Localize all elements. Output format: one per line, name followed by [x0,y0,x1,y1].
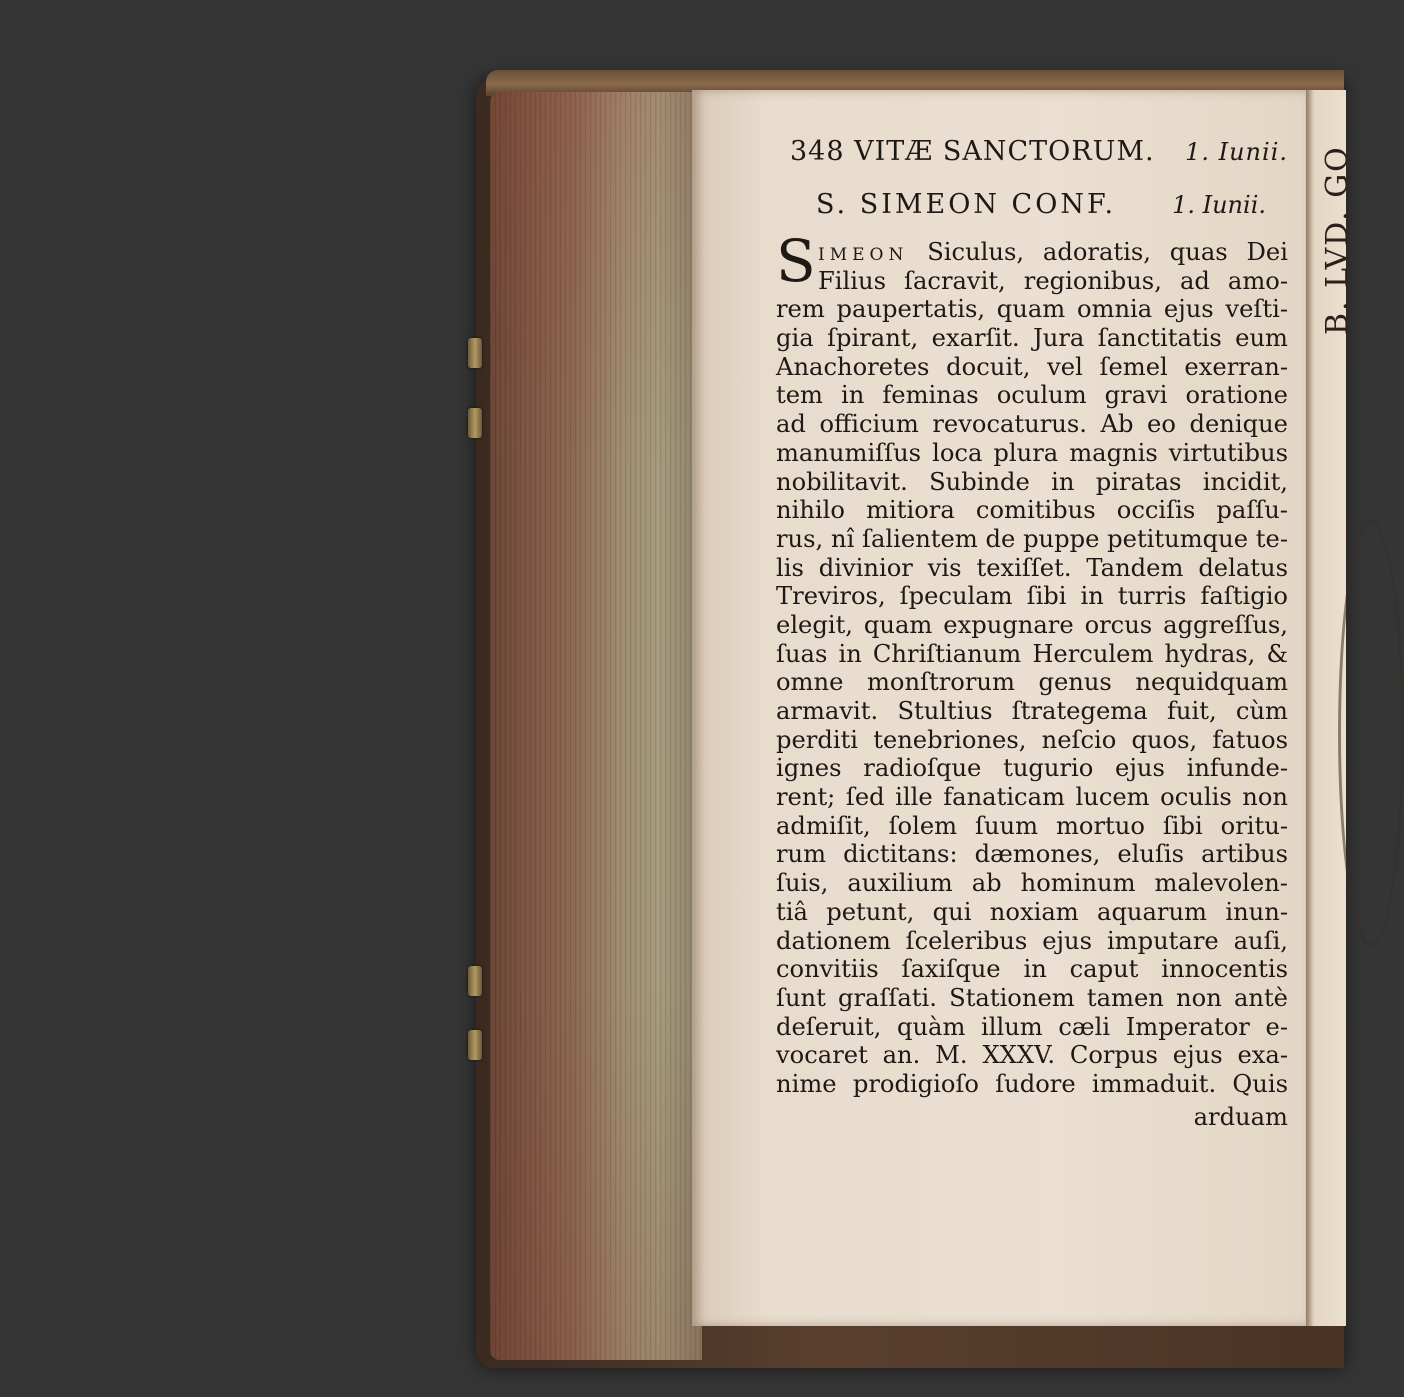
opening-smallcaps: IMEON [818,245,909,265]
text-line: lis divinior vis texiſſet. Tandem delatus [776,553,1288,582]
text-line: nime prodigioſo ſudore immaduit. Quis [776,1069,1288,1098]
clasp-top [468,338,482,368]
text-line: ignes radioſque tugurio ejus infunde- [776,754,1288,783]
text-line: rum dictitans: dæmones, eluſis artibus [776,840,1288,869]
clasp-top-lower [468,408,482,438]
text-line: convitiis ſaxiſque in caput innocentis [776,955,1288,984]
text-line: ſuas in Chriſtianum Herculem hydras, & [776,639,1288,668]
text-line: deſeruit, quàm illum cæli Imperator e- [776,1012,1288,1041]
text-line: tiâ petunt, qui noxiam aquarum inun- [776,897,1288,926]
text-line: armavit. Stultius ſtrategema fuit, cùm [776,697,1288,725]
text-line: rem paupertatis, quam omnia ejus veſti- [776,295,1288,324]
section-date: 1. Iunii. [1172,191,1266,219]
text-line: dationem ſceleribus ejus imputare auſi, [776,926,1288,955]
page-text [776,136,1288,1131]
text-line: vocaret an. M. XXXV. Corpus ejus exa- [776,1041,1288,1070]
text-line: Filius ſacravit, regionibus, ad amo- [818,266,1288,295]
text-line: perditi tenebriones, neſcio quos, fatuos [776,725,1288,754]
text-line: ſunt graſſati. Stationem tamen non antè [776,983,1288,1012]
running-head-date: 1. Iunii. [1185,138,1288,166]
running-head [790,136,1288,167]
text-line: tem in feminas oculum gravi oratione [776,381,1288,410]
text-line: ad officium revocaturus. Ab eo denique [776,410,1288,439]
opening-rest: Siculus, adoratis, quas Dei [927,238,1288,266]
body-text [776,227,1288,1099]
drop-cap: S [776,227,816,295]
text-line: gia ſpirant, exarſit. Jura ſanctitatis eum [776,324,1288,353]
clasp-bottom [468,966,482,996]
clasp-bottom-lower [468,1030,482,1060]
text-line: elegit, quam expugnare orcus aggreſſus, [776,610,1288,639]
facing-page-text: B. LVD. GO [1320,145,1355,335]
text-line: admiſit, ſolem ſuum mortuo ſibi oritu- [776,811,1288,840]
section-title: S. SIMEON CONF. [816,189,1117,220]
text-line: omne monſtrorum genus nequidquam [776,668,1288,697]
text-line: rus, nî ſalientem de puppe petitumque te- [776,524,1288,553]
text-line: rent; ſed ille fanaticam lucem oculis non [776,783,1288,812]
text-line: manumiſſus loca plura magnis virtutibus [776,438,1288,467]
page-block-edge [490,92,702,1360]
text-line: nobilitavit. Subinde in piratas incidit, [776,467,1288,496]
text-line: Treviros, ſpeculam ſibi in turris faſtigio [776,582,1288,611]
catchword: arduam [1193,1102,1288,1131]
facing-page-engraving [1338,520,1404,946]
text-line: nihilo mitiora comitibus occiſis paſſu- [776,496,1288,525]
text-line: ſuis, auxilium ab hominum malevolen- [776,869,1288,898]
text-line: Anachoretes docuit, vel ſemel exerran- [776,352,1288,381]
section-heading [816,189,1266,220]
running-head-title: 348 VITÆ SANCTORUM. [790,136,1155,167]
